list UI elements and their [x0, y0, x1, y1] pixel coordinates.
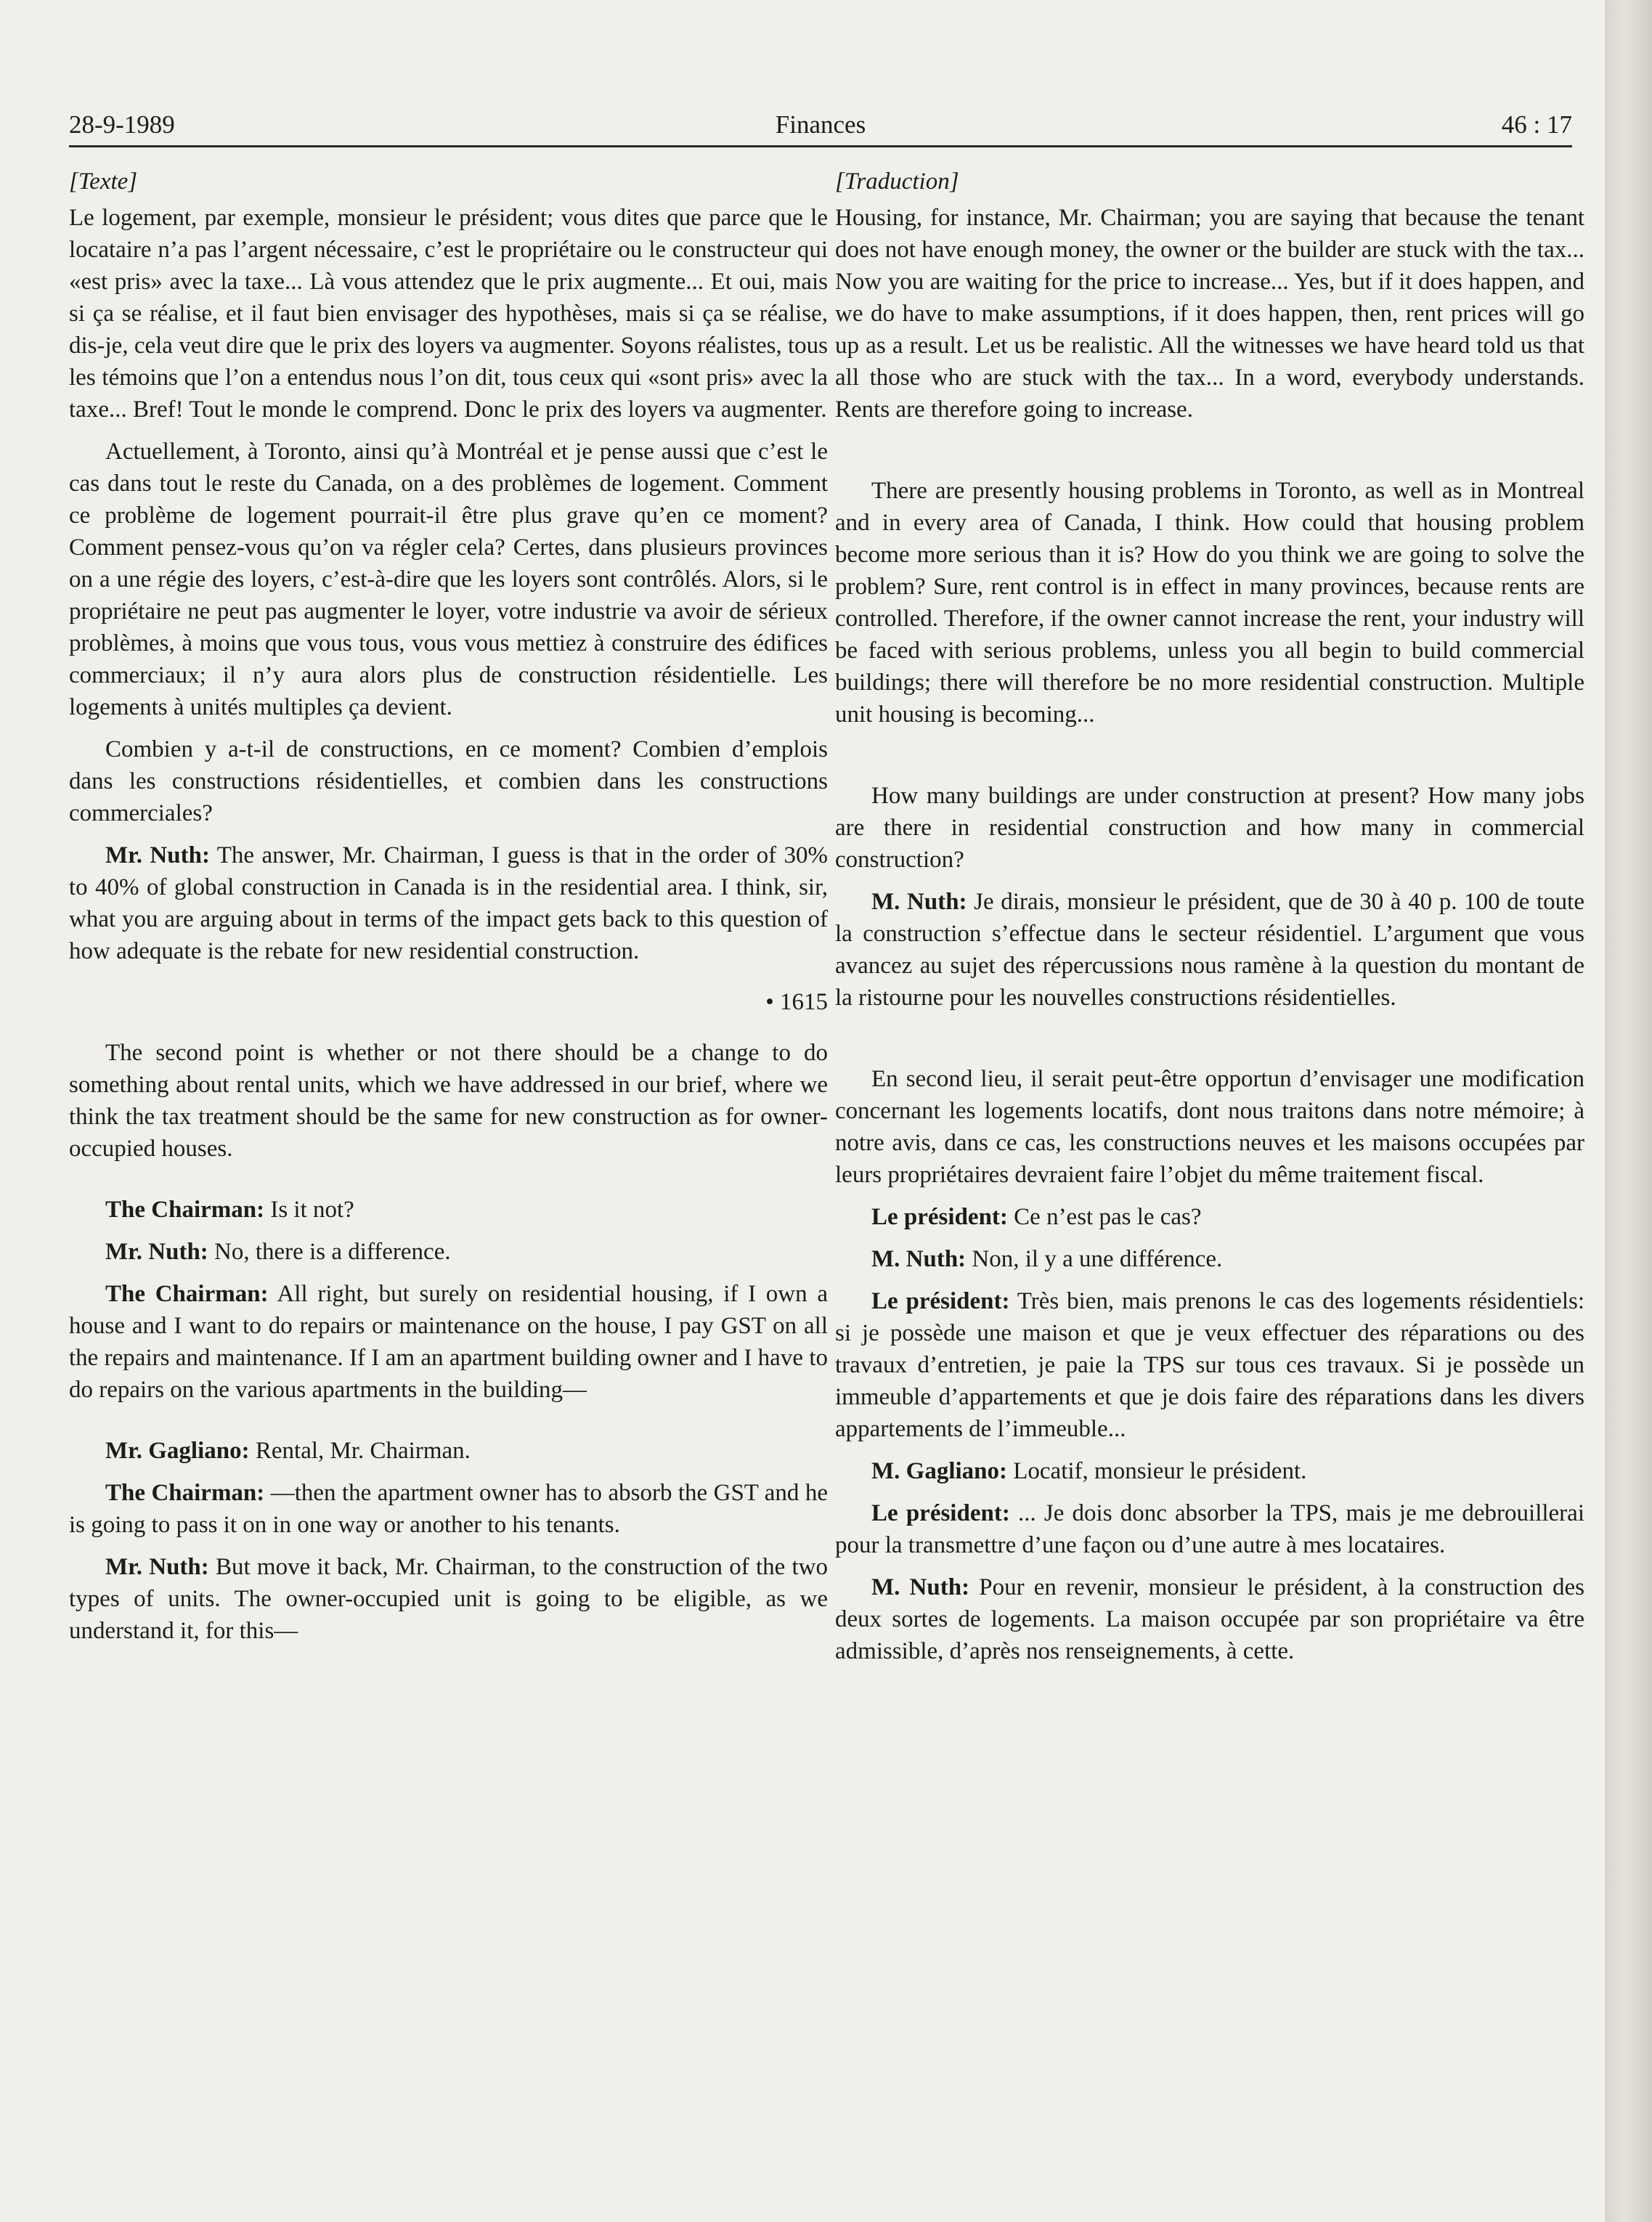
- speaker-name: Le président:: [871, 1500, 1010, 1526]
- section-label-texte: [Texte]: [69, 168, 138, 195]
- speaker-name: Le président:: [871, 1204, 1008, 1230]
- speech-text: Très bien, mais prenons le cas des logements résidentiels: si je possède une maison et que je veux effectuer des réparations ou des travaux d’entretien, je paie la TPS sur tous ces travaux. Si je possède un immeuble d’appartements et que je dois faire des réparations dans les divers appartements de l’immeuble...: [835, 1288, 1584, 1442]
- header-page-number: 46 : 17: [1501, 110, 1572, 139]
- speaker-name: The Chairman:: [105, 1480, 265, 1506]
- speaker-name: Le président:: [871, 1288, 1010, 1314]
- speech-text: ... Je dois donc absorber la TPS, mais je me debrouillerai pour la transmettre d’une façon ou d’une autre à mes locataires.: [835, 1500, 1584, 1558]
- speech-text: No, there is a difference.: [208, 1239, 451, 1265]
- speech-text: The answer, Mr. Chairman, I guess is that in the order of 30% to 40% of global construction in Canada is in the residential area. I think, sir, what you are arguing about in terms of the impact gets back to this question of how adequate is the rebate for new residential construction.: [69, 842, 829, 964]
- section-label-traduction: [Traduction]: [835, 168, 959, 195]
- speaker-name: Mr. Gagliano:: [105, 1438, 250, 1464]
- speech-text: Non, il y a une différence.: [966, 1246, 1223, 1272]
- speech-paragraph: [69, 1194, 828, 1226]
- speaker-name: M. Nuth:: [871, 1246, 967, 1272]
- speech-text: Ce n’est pas le cas?: [1007, 1204, 1202, 1230]
- speech-paragraph: [69, 1435, 828, 1467]
- paragraph: There are presently housing problems in Toronto, as well as in Montreal and in every area of Canada, I think. How could that housing problem become more serious than it is? How do you think we are going to solve the problem? Sure, rent control is in effect in many provinces, because rents are controlled. Therefore, if the owner cannot increase the rent, your industry will be faced with serious problems, unless you all begin to build commercial buildings; there will therefore be no more residential construction. Multiple unit housing is becoming...: [835, 478, 1584, 728]
- paragraph: The second point is whether or not there should be a change to do something about rental units, which we have addressed in our brief, where we think the tax treatment should be the same for new construction as for owner-occupied houses.: [69, 1040, 828, 1162]
- speech-text: Is it not?: [264, 1197, 354, 1223]
- speech-paragraph: [69, 1278, 828, 1406]
- speech-paragraph: [835, 1571, 1584, 1667]
- speech-paragraph: [835, 1243, 1584, 1275]
- speech-paragraph: [69, 839, 828, 967]
- speaker-name: The Chairman:: [105, 1197, 265, 1223]
- speech-text: —then the apartment owner has to absorb the GST and he is going to pass it on in one way or another to his tenants.: [69, 1480, 829, 1538]
- paragraph: How many buildings are under construction at present? How many jobs are there in residential construction and how many in commercial construction?: [835, 783, 1584, 873]
- speech-text: All right, but surely on residential housing, if I own a house and I want to do repairs or maintenance on the house, I pay GST on all the repairs and maintenance. If I am an apartment building owner and I have to do repairs on the various apartments in the building—: [69, 1281, 828, 1403]
- speech-text: Locatif, monsieur le président.: [1007, 1458, 1307, 1484]
- speech-paragraph: [69, 1477, 828, 1541]
- speaker-name: M. Nuth:: [871, 889, 967, 915]
- speech-paragraph: [69, 1551, 828, 1647]
- speaker-name: M. Gagliano:: [871, 1458, 1007, 1484]
- speech-paragraph: [835, 886, 1584, 1014]
- speech-paragraph: [69, 1236, 828, 1268]
- speech-paragraph: [835, 1455, 1584, 1487]
- right-column-english: [835, 166, 1584, 1677]
- left-column-french: [69, 166, 828, 1657]
- speaker-name: The Chairman:: [105, 1281, 269, 1307]
- speech-text: But move it back, Mr. Chairman, to the construction of the two types of units. The owner-occupied unit is going to be eligible, as we understand it, for this—: [69, 1554, 829, 1644]
- speech-text: Je dirais, monsieur le président, que de 30 à 40 p. 100 de toute la construction s’effectue dans le secteur résidentiel. L’argument que vous avancez au sujet des répercussions nous ramène à la question du montant de la ristourne pour les nouvelles constructions résidentielles.: [835, 889, 1584, 1011]
- speaker-name: Mr. Nuth:: [105, 1554, 209, 1580]
- speech-text: Rental, Mr. Chairman.: [249, 1438, 471, 1464]
- paragraph: Actuellement, à Toronto, ainsi qu’à Montréal et je pense aussi que c’est le cas dans tout le reste du Canada, on a des problèmes de logement. Comment ce problème de logement pourrait-il être plus grave qu’en ce moment? Comment pensez-vous qu’on va régler cela? Certes, dans plusieurs provinces on a une régie des loyers, c’est-à-dire que les loyers sont contrôlés. Alors, si le propriétaire ne peut pas augmenter le loyer, votre industrie va avoir de sérieux problèmes, à moins que vous tous, vous vous mettiez à construire des édifices commerciaux; il n’y aura alors plus de construction résidentielle. Les logements à unités multiples ça devient.: [69, 439, 828, 720]
- time-marker: • 1615: [765, 989, 828, 1015]
- header-title: Finances: [775, 110, 866, 139]
- speech-paragraph: [835, 1285, 1584, 1445]
- paragraph: Combien y a-t-il de constructions, en ce moment? Combien d’emplois dans les constructions résidentielles, et combien dans les constructions commerciales?: [69, 736, 828, 826]
- speech-text: Pour en revenir, monsieur le président, à la construction des deux sortes de logements. La maison occupée par son propriétaire va être admissible, d’après nos renseignements, à cette.: [835, 1574, 1584, 1664]
- page-header: [69, 102, 1572, 147]
- page-edge: [1605, 0, 1652, 2222]
- paragraph: Le logement, par exemple, monsieur le président; vous dites que parce que le locataire n’a pas l’argent nécessaire, c’est le propriétaire ou le constructeur qui «est pris» avec la taxe... Là vous attendez que le prix augmente... Et oui, mais si ça se réalise, et il faut bien envisager des hypothèses, mais si ça se réalise, dis-je, cela veut dire que le prix des loyers va augmenter. Soyons réalistes, tous les témoins que l’on a entendus nous l’on dit, tous ceux qui «sont pris» avec la taxe... Bref! Tout le monde le comprend. Donc le prix des loyers va augmenter.: [69, 205, 828, 423]
- speaker-name: Mr. Nuth:: [105, 842, 210, 868]
- speech-paragraph: [835, 1201, 1584, 1233]
- speech-paragraph: [835, 1497, 1584, 1561]
- paragraph: En second lieu, il serait peut-être opportun d’envisager une modification concernant les logements locatifs, dont nous traitons dans notre mémoire; à notre avis, dans ce cas, les constructions neuves et les maisons occupées par leurs propriétaires devraient faire l’objet du même traitement fiscal.: [835, 1066, 1584, 1188]
- speaker-name: M. Nuth:: [871, 1574, 970, 1600]
- speaker-name: Mr. Nuth:: [105, 1239, 208, 1265]
- header-date: 28-9-1989: [69, 110, 175, 139]
- paragraph: Housing, for instance, Mr. Chairman; you are saying that because the tenant does not have enough money, the owner or the builder are stuck with the tax... Now you are waiting for the price to increase... Yes, but if it does happen, and we do have to make assumptions, if it does happen, then, rent prices will go up as a result. Let us be realistic. All the witnesses we have heard told us that all those who are stuck with the tax... In a word, everybody understands. Rents are therefore going to increase.: [835, 205, 1584, 423]
